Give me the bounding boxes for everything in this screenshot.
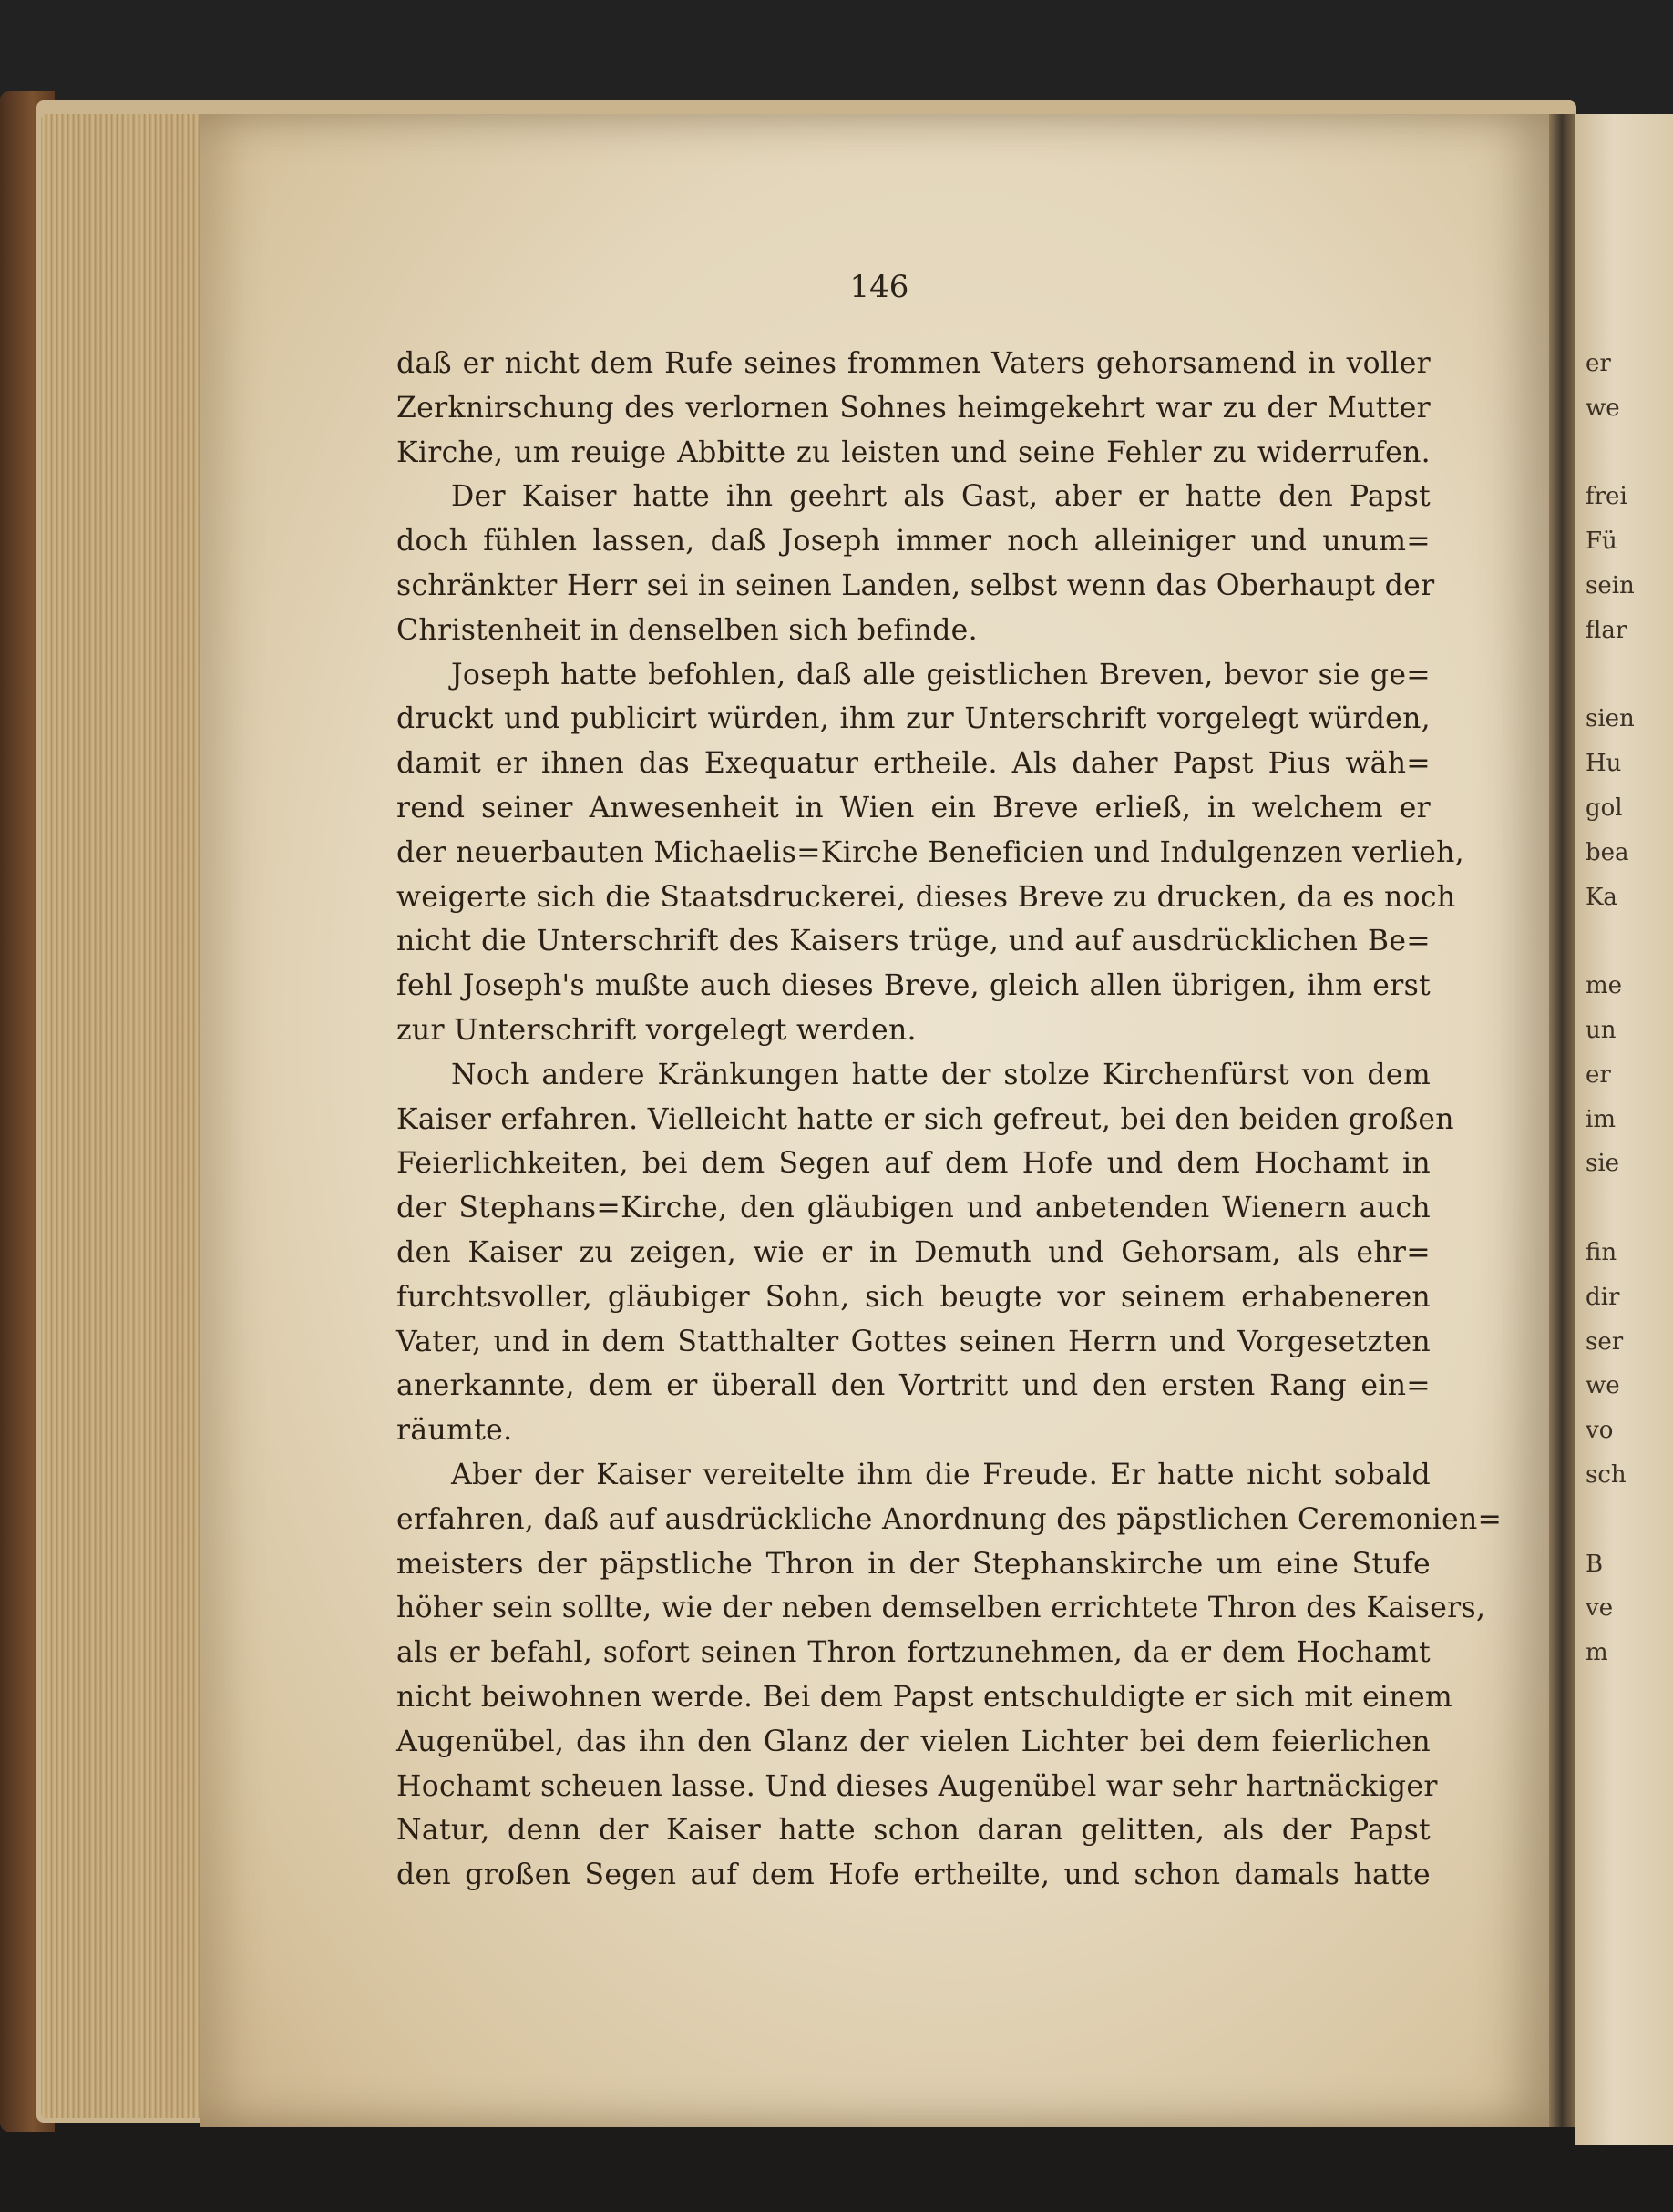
facing-text-fragment: er <box>1586 1060 1611 1089</box>
facing-text-fragment: er <box>1586 350 1611 377</box>
facing-text-fragment: sein <box>1586 571 1635 599</box>
text-line: Joseph hatte befohlen, daß alle geistlichen Breven, bevor sie ge= <box>451 658 1431 691</box>
facing-text-fragment <box>1586 919 1668 964</box>
facing-text-fragment: sch <box>1586 1460 1627 1489</box>
text-line: räumte. <box>396 1414 513 1448</box>
text-line: Natur, denn der Kaiser hatte schon daran gelitten, als der Papst <box>396 1814 1431 1848</box>
text-line: den Kaiser zu zeigen, wie er in Demuth und Gehorsam, als ehr= <box>396 1235 1431 1269</box>
facing-text-fragment <box>1586 431 1668 476</box>
text-line: weigerte sich die Staatsdruckerei, dieses Breve zu drucken, da es noch <box>396 880 1456 914</box>
facing-text-fragment: vo <box>1586 1417 1614 1445</box>
facing-text-fragment: fin <box>1586 1238 1617 1266</box>
text-line: zur Unterschrift vorgelegt werden. <box>396 1013 917 1047</box>
text-line: rend seiner Anwesenheit in Wien ein Breve erließ, in welchem er <box>396 791 1431 824</box>
facing-text-fragment <box>1586 653 1668 698</box>
text-line: Kaiser erfahren. Vielleicht hatte er sich gefreut, bei den beiden großen <box>396 1102 1454 1136</box>
facing-text-fragment: we <box>1586 394 1620 422</box>
facing-text-fragment <box>1586 1498 1668 1542</box>
page-text <box>396 342 1503 1898</box>
facing-page-text <box>1586 342 1668 1675</box>
facing-text-fragment: sie <box>1586 1150 1620 1178</box>
text-line: Hochamt scheuen lasse. Und dieses Augenübel war sehr hartnäckiger <box>396 1769 1438 1803</box>
facing-text-fragment: B <box>1586 1550 1604 1578</box>
text-line: erfahren, daß auf ausdrückliche Anordnung des päpstlichen Ceremonien= <box>396 1502 1503 1536</box>
facing-text-fragment: Hu <box>1586 750 1622 778</box>
text-line: nicht die Unterschrift des Kaisers trüge, und auf ausdrücklichen Be= <box>396 925 1431 958</box>
page-number: 146 <box>849 269 909 305</box>
facing-text-fragment <box>1586 1186 1668 1231</box>
facing-text-fragment: Ka <box>1586 883 1617 911</box>
text-line: Aber der Kaiser vereitelte ihm die Freude. Er hatte nicht sobald <box>451 1458 1431 1491</box>
text-line: furchtsvoller, gläubiger Sohn, sich beugte vor seinem erhabeneren <box>396 1280 1431 1314</box>
text-line: Feierlichkeiten, bei dem Segen auf dem Hofe und dem Hochamt in <box>396 1147 1431 1181</box>
facing-text-fragment: frei <box>1586 483 1627 511</box>
facing-text-fragment: gol <box>1586 794 1623 822</box>
text-line: fehl Joseph's mußte auch dieses Breve, gleich allen übrigen, ihm erst <box>396 969 1431 1003</box>
text-line: meisters der päpstliche Thron in der Stephanskirche um eine Stufe <box>396 1547 1431 1581</box>
text-line: Der Kaiser hatte ihn geehrt als Gast, aber er hatte den Papst <box>451 480 1431 514</box>
facing-text-fragment: un <box>1586 1016 1617 1044</box>
facing-text-fragment: me <box>1586 972 1623 1000</box>
text-line: Vater, und in dem Statthalter Gottes seinen Herrn und Vorgesetzten <box>396 1325 1431 1358</box>
facing-text-fragment: sien <box>1586 705 1635 733</box>
text-line: Noch andere Kränkungen hatte der stolze Kirchenfürst von dem <box>451 1058 1431 1091</box>
text-line: Kirche, um reuige Abbitte zu leisten und seine Fehler zu widerrufen. <box>396 435 1431 469</box>
text-line: nicht beiwohnen werde. Bei dem Papst entschuldigte er sich mit einem <box>396 1680 1453 1714</box>
facing-text-fragment: m <box>1586 1639 1608 1667</box>
left-page <box>200 114 1558 2127</box>
text-line: als er befahl, sofort seinen Thron fortzunehmen, da er dem Hochamt <box>396 1636 1431 1670</box>
facing-page <box>1575 114 1673 2145</box>
text-line: daß er nicht dem Rufe seines frommen Vaters gehorsamend in voller <box>396 347 1431 380</box>
facing-text-fragment: dir <box>1586 1283 1620 1311</box>
text-line: damit er ihnen das Exequatur ertheile. Als daher Papst Pius wäh= <box>396 747 1431 781</box>
facing-text-fragment: bea <box>1586 838 1629 866</box>
text-line: den großen Segen auf dem Hofe ertheilte, und schon damals hatte <box>396 1859 1431 1892</box>
text-line: Christenheit in denselben sich befinde. <box>396 613 978 647</box>
text-line: anerkannte, dem er überall den Vortritt und den ersten Rang ein= <box>396 1369 1431 1403</box>
text-line: der neuerbauten Michaelis=Kirche Beneficien und Indulgenzen verlieh, <box>396 835 1464 869</box>
facing-text-fragment: im <box>1586 1105 1616 1133</box>
text-line: Augenübel, das ihn den Glanz der vielen Lichter bei dem feierlichen <box>396 1725 1431 1758</box>
text-line: druckt und publicirt würden, ihm zur Unterschrift vorgelegt würden, <box>396 702 1431 736</box>
facing-text-fragment: flar <box>1586 616 1627 644</box>
facing-text-fragment: we <box>1586 1372 1620 1400</box>
book-gutter <box>1549 114 1575 2127</box>
text-line: höher sein sollte, wie der neben demselben errichtete Thron des Kaisers, <box>396 1592 1486 1625</box>
facing-text-fragment: ve <box>1586 1594 1614 1623</box>
text-line: doch fühlen lassen, daß Joseph immer noch alleiniger und unum= <box>396 525 1431 558</box>
facing-text-fragment: Fü <box>1586 527 1617 556</box>
facing-text-fragment: ser <box>1586 1327 1624 1356</box>
text-line: schränkter Herr sei in seinen Landen, selbst wenn das Oberhaupt der <box>396 568 1435 602</box>
text-line: der Stephans=Kirche, den gläubigen und anbetenden Wienern auch <box>396 1192 1431 1225</box>
text-line: Zerknirschung des verlornen Sohnes heimgekehrt war zu der Mutter <box>396 391 1431 425</box>
